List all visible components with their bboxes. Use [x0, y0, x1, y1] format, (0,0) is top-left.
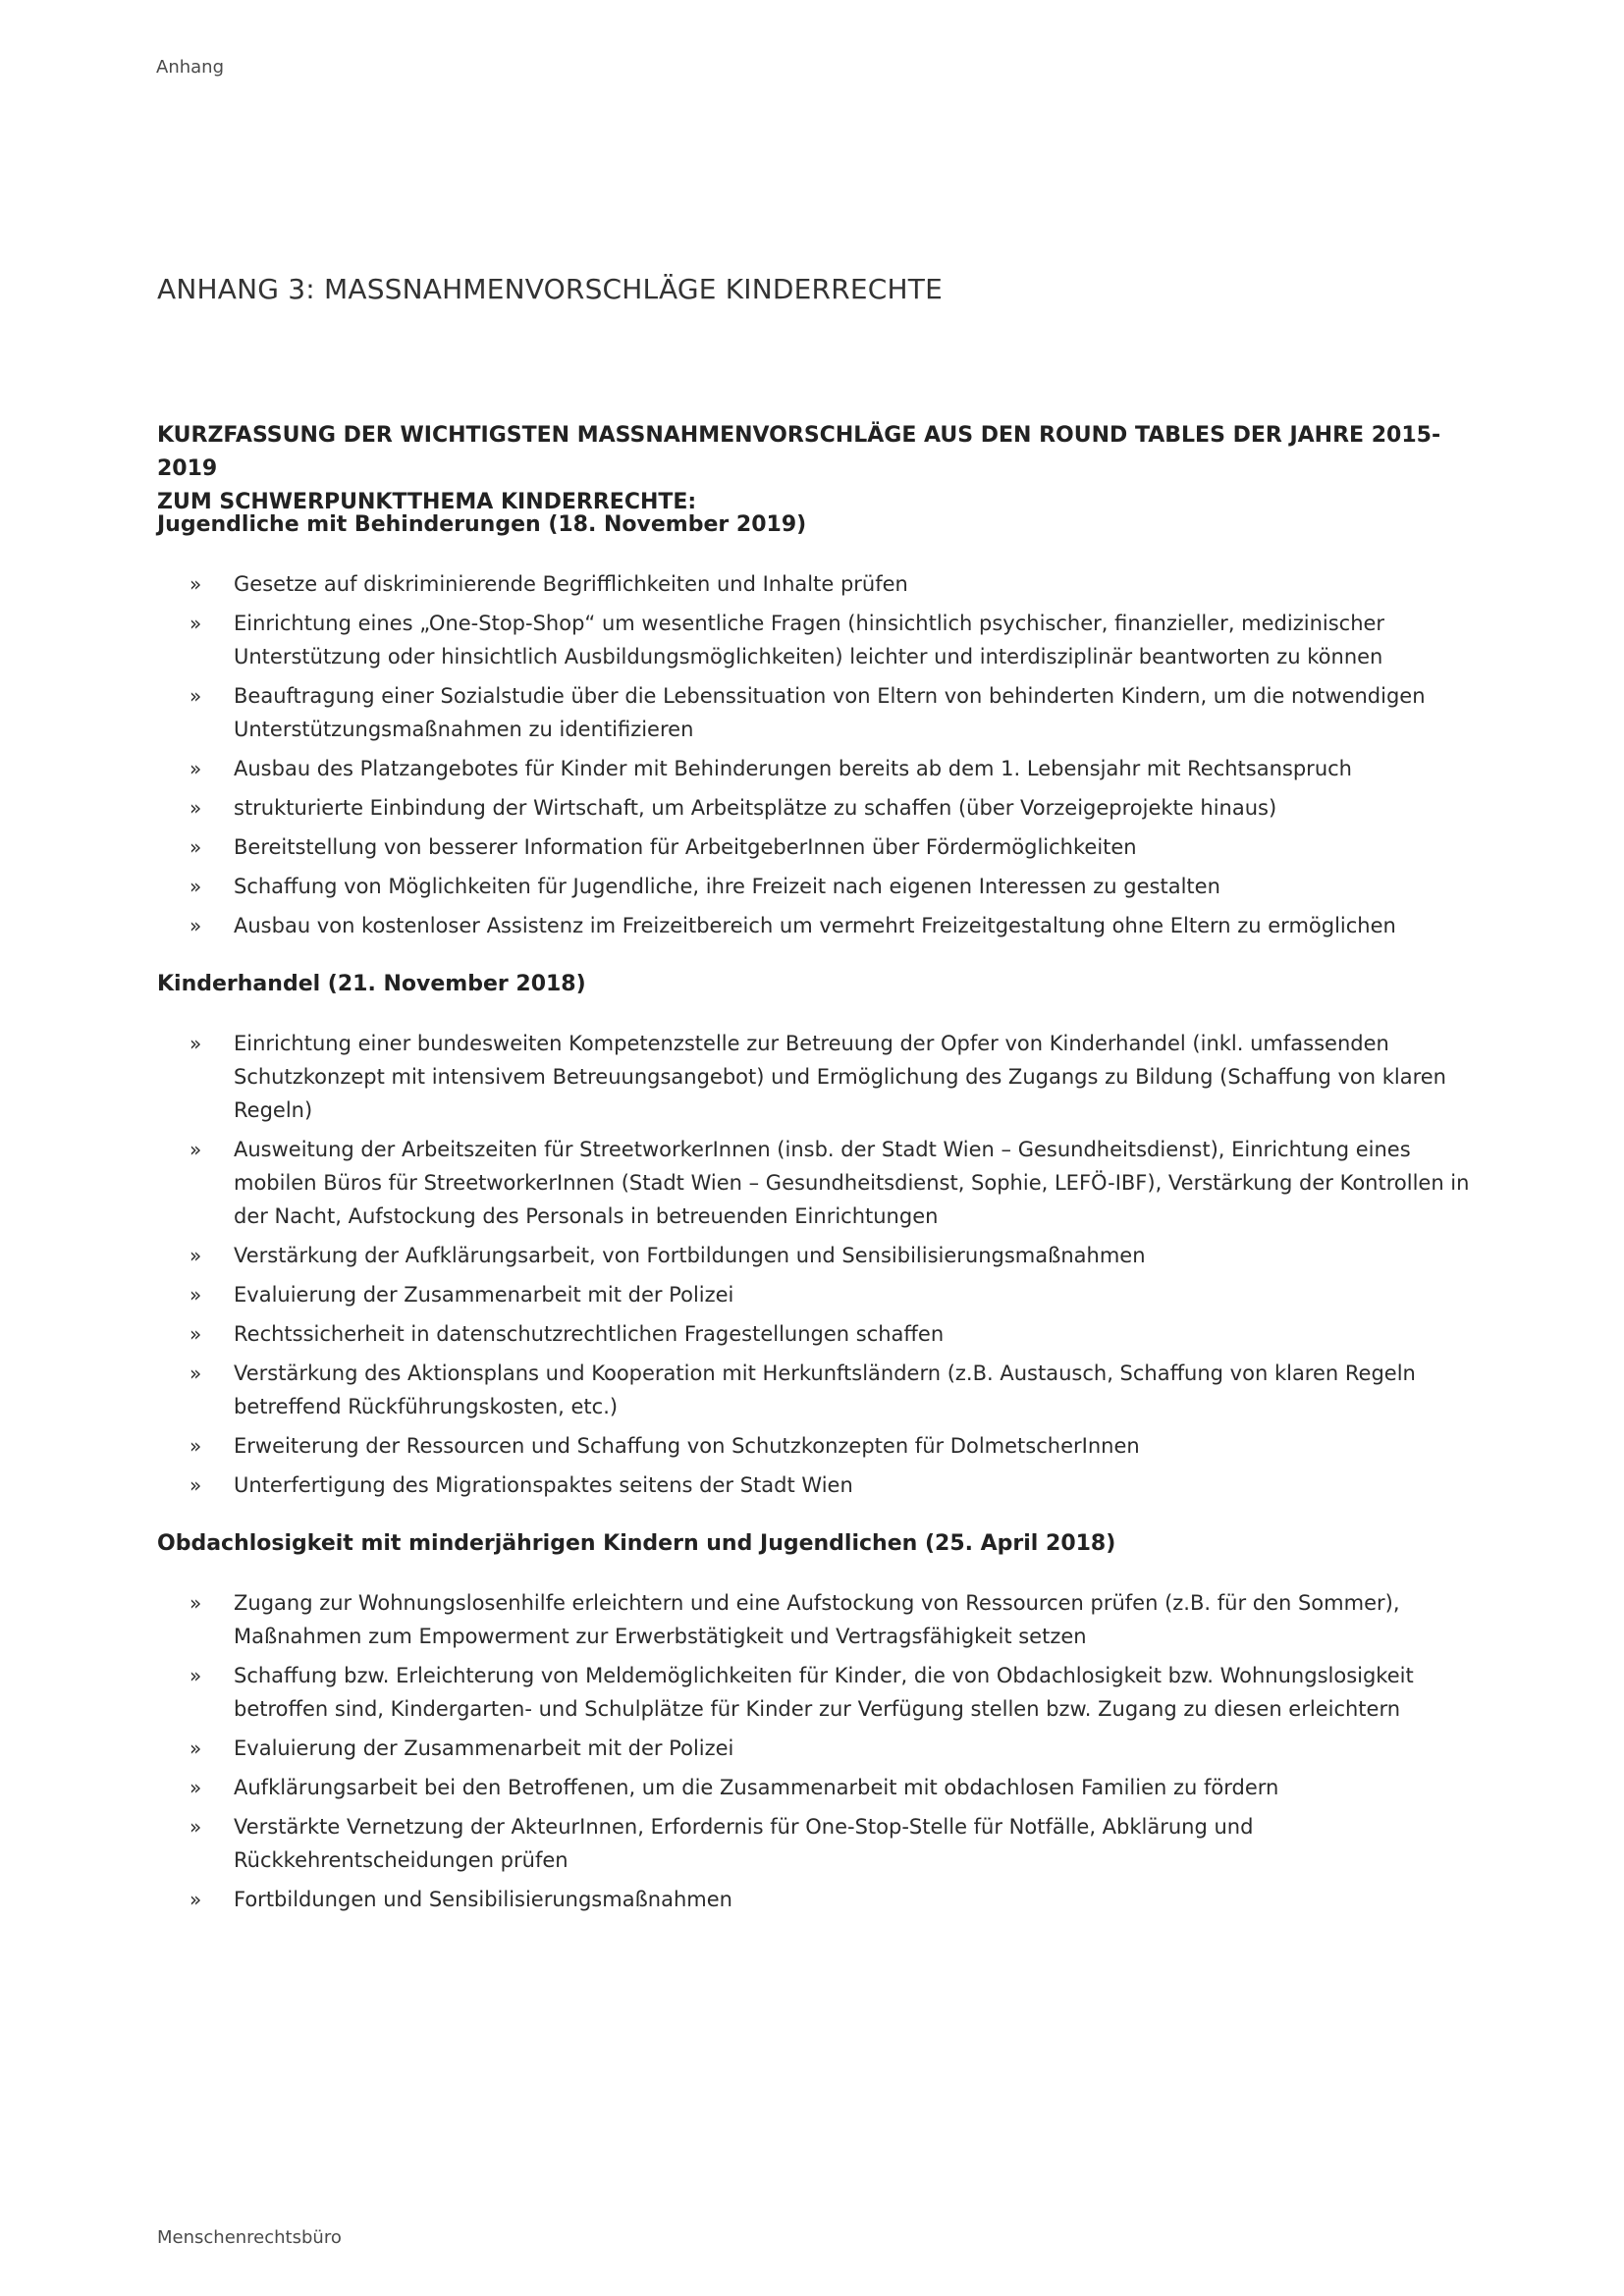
section-heading: Obdachlosigkeit mit minderjährigen Kindern und Jugendlichen (25. April 2018)	[157, 1531, 1116, 1556]
content-body	[157, 510, 1473, 1944]
bullet-marker: »	[189, 1244, 202, 1267]
list-item	[157, 909, 1473, 942]
bullet-marker: »	[189, 1664, 202, 1687]
list-item-text: Bereitstellung von besserer Information für ArbeitgeberInnen über Fördermöglichkeiten	[234, 835, 1137, 859]
list-item	[157, 1883, 1473, 1916]
list-item	[157, 1133, 1473, 1233]
list-item-text: Gesetze auf diskriminierende Begrifflichkeiten und Inhalte prüfen	[234, 572, 908, 596]
list-item-text: Verstärkung des Aktionsplans und Kooperation mit Herkunftsländern (z.B. Austausch, Schaffung von klaren Regeln betreffend Rückführungskosten, etc.)	[234, 1362, 1416, 1418]
list-item-text: Ausbau des Platzangebotes für Kinder mit Behinderungen bereits ab dem 1. Lebensjahr mit Rechtsanspruch	[234, 757, 1352, 780]
subtitle-line-1: KURZFASSUNG DER WICHTIGSTEN MASSNAHMENVORSCHLÄGE AUS DEN ROUND TABLES DER JAHRE 2015-2019	[157, 423, 1441, 481]
bullet-marker: »	[189, 1888, 202, 1911]
page-title: ANHANG 3: MASSNAHMENVORSCHLÄGE KINDERRECHTE	[157, 273, 943, 305]
list-item-text: Erweiterung der Ressourcen und Schaffung von Schutzkonzepten für DolmetscherInnen	[234, 1434, 1140, 1458]
list-item-text: Ausweitung der Arbeitszeiten für StreetworkerInnen (insb. der Stadt Wien – Gesundheitsdienst), Einrichtung eines mobilen Büros für StreetworkerInnen (Stadt Wien – Gesundheitsdienst, Sophie, LEFÖ-IBF), Verstärkung der Kontrollen in der Nacht, Aufstockung des Personals in betreuenden Einrichtungen	[234, 1138, 1470, 1228]
list-item-text: Rechtssicherheit in datenschutzrechtlichen Fragestellungen schaffen	[234, 1322, 945, 1346]
list-item-text: Ausbau von kostenloser Assistenz im Freizeitbereich um vermehrt Freizeitgestaltung ohne Eltern zu ermöglichen	[234, 914, 1396, 937]
list-item	[157, 1810, 1473, 1877]
bullet-marker: »	[189, 1776, 202, 1799]
list-item-text: Verstärkte Vernetzung der AkteurInnen, Erfordernis für One-Stop-Stelle für Notfälle, Abklärung und Rückkehrentscheidungen prüfen	[234, 1815, 1254, 1872]
section-heading: Kinderhandel (21. November 2018)	[157, 972, 586, 996]
section-list	[157, 567, 1473, 942]
list-item-text: Beauftragung einer Sozialstudie über die Lebenssituation von Eltern von behinderten Kindern, um die notwendigen Unterstützungsmaßnahmen zu identifizieren	[234, 684, 1426, 741]
bullet-marker: »	[189, 684, 202, 708]
bullet-marker: »	[189, 1736, 202, 1760]
bullet-marker: »	[189, 1138, 202, 1161]
section-list	[157, 1027, 1473, 1502]
bullet-marker: »	[189, 1434, 202, 1458]
list-item	[157, 1659, 1473, 1726]
section-heading: Jugendliche mit Behinderungen (18. November 2019)	[157, 512, 807, 537]
bullet-marker: »	[189, 1032, 202, 1055]
bullet-marker: »	[189, 612, 202, 635]
bullet-marker: »	[189, 1362, 202, 1385]
list-item-text: Fortbildungen und Sensibilisierungsmaßnahmen	[234, 1888, 732, 1911]
subtitle-line-2: ZUM SCHWERPUNKTTHEMA KINDERRECHTE:	[157, 490, 697, 514]
list-item-text: Evaluierung der Zusammenarbeit mit der Polizei	[234, 1736, 734, 1760]
list-item	[157, 1429, 1473, 1463]
list-item	[157, 870, 1473, 903]
list-item-text: Einrichtung einer bundesweiten Kompetenzstelle zur Betreuung der Opfer von Kinderhandel (inkl. umfassenden Schutzkonzept mit intensivem Betreuungsangebot) und Ermöglichung des Zugangs zu Bildung (Schaffung von klaren Regeln)	[234, 1032, 1446, 1122]
list-item-text: Einrichtung eines „One-Stop-Shop“ um wesentliche Fragen (hinsichtlich psychischer, finanzieller, medizinischer Unterstützung oder hinsichtlich Ausbildungsmöglichkeiten) leichter und interdisziplinär beantworten zu können	[234, 612, 1385, 668]
list-item	[157, 1317, 1473, 1351]
list-item	[157, 607, 1473, 673]
bullet-marker: »	[189, 1591, 202, 1615]
bullet-marker: »	[189, 796, 202, 820]
list-item	[157, 1027, 1473, 1127]
list-item	[157, 567, 1473, 601]
bullet-marker: »	[189, 1815, 202, 1839]
list-item	[157, 830, 1473, 864]
section-list	[157, 1586, 1473, 1916]
list-item-text: Schaffung von Möglichkeiten für Jugendliche, ihre Freizeit nach eigenen Interessen zu gestalten	[234, 875, 1220, 898]
list-item	[157, 1771, 1473, 1804]
list-item-text: Aufklärungsarbeit bei den Betroffenen, um die Zusammenarbeit mit obdachlosen Familien zu fördern	[234, 1776, 1279, 1799]
bullet-marker: »	[189, 1283, 202, 1307]
list-item-text: strukturierte Einbindung der Wirtschaft, um Arbeitsplätze zu schaffen (über Vorzeigeprojekte hinaus)	[234, 796, 1277, 820]
list-item-text: Unterfertigung des Migrationspaktes seitens der Stadt Wien	[234, 1473, 853, 1497]
bullet-marker: »	[189, 835, 202, 859]
list-item	[157, 1278, 1473, 1311]
list-item-text: Zugang zur Wohnungslosenhilfe erleichtern und eine Aufstockung von Ressourcen prüfen (z.B. für den Sommer), Maßnahmen zum Empowerment zur Erwerbstätigkeit und Vertragsfähigkeit setzen	[234, 1591, 1400, 1648]
list-item-text: Schaffung bzw. Erleichterung von Meldemöglichkeiten für Kinder, die von Obdachlosigkeit bzw. Wohnungslosigkeit betroffen sind, Kindergarten- und Schulplätze für Kinder zur Verfügung stellen bzw. Zugang zu diesen erleichtern	[234, 1664, 1414, 1721]
list-item	[157, 1239, 1473, 1272]
list-item	[157, 1732, 1473, 1765]
bullet-marker: »	[189, 875, 202, 898]
list-item	[157, 679, 1473, 746]
list-item	[157, 752, 1473, 785]
list-item	[157, 1357, 1473, 1423]
list-item-text: Evaluierung der Zusammenarbeit mit der Polizei	[234, 1283, 734, 1307]
running-foot: Menschenrechtsbüro	[157, 2227, 342, 2248]
bullet-marker: »	[189, 572, 202, 596]
list-item	[157, 791, 1473, 825]
bullet-marker: »	[189, 914, 202, 937]
running-head: Anhang	[156, 57, 224, 78]
bullet-marker: »	[189, 757, 202, 780]
list-item-text: Verstärkung der Aufklärungsarbeit, von Fortbildungen und Sensibilisierungsmaßnahmen	[234, 1244, 1146, 1267]
list-item	[157, 1468, 1473, 1502]
list-item	[157, 1586, 1473, 1653]
bullet-marker: »	[189, 1322, 202, 1346]
subtitle	[157, 419, 1492, 519]
bullet-marker: »	[189, 1473, 202, 1497]
